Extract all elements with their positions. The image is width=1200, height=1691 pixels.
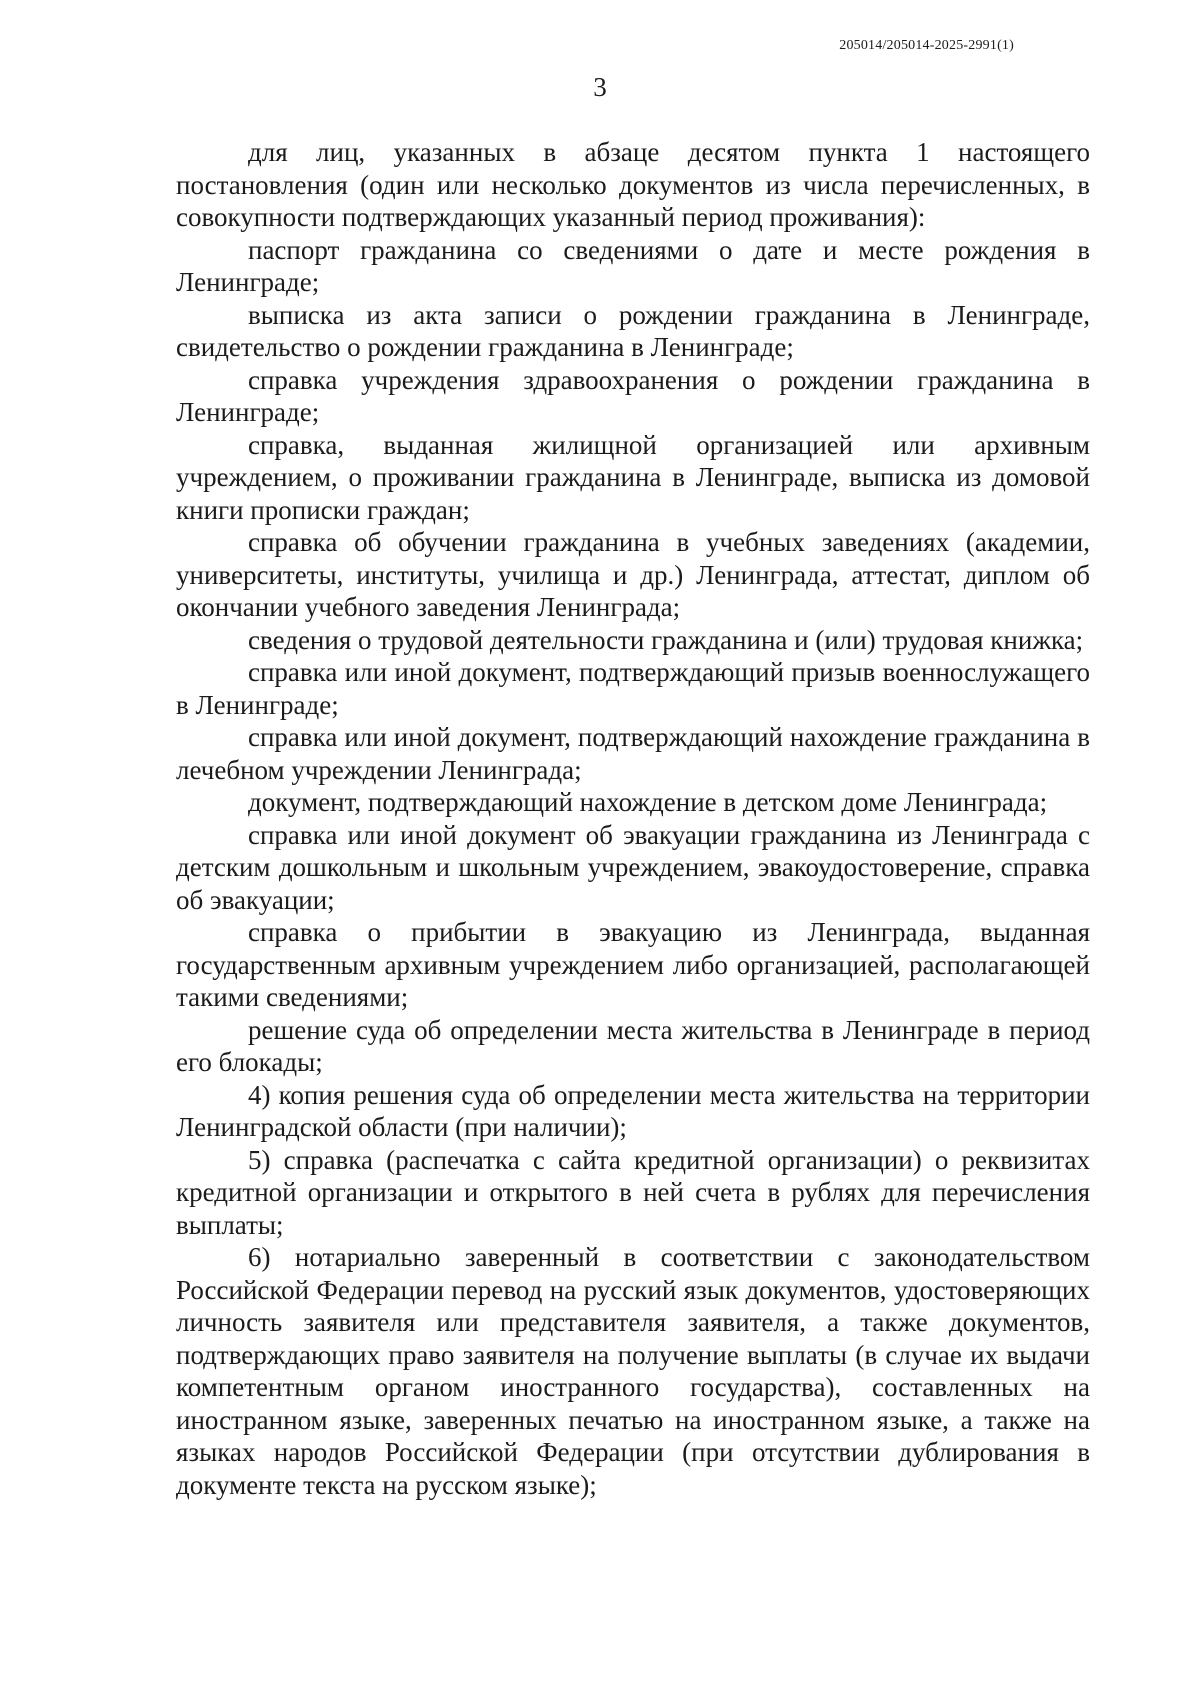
paragraph: справка, выданная жилищной организацией или архивным учреждением, о проживании гражданина в Ленинграде, выписка из домовой книги прописки граждан; [176,429,1090,525]
document-id: 205014/205014-2025-2991(1) [839,38,1014,53]
document-body [176,136,1090,1501]
paragraph: для лиц, указанных в абзаце десятом пункта 1 настоящего постановления (один или несколько документов из числа перечисленных, в совокупности подтверждающих указанный период проживания): [176,137,1090,232]
paragraph: 6) нотариально заверенный в соответствии с законодательством Российской Федерации перевод на русский язык документов, удостоверяющих личность заявителя или представителя заявителя, а также документов, подтверждающих право заявителя на получение выплаты (в случае их выдачи компетентным органом иностранного государства), составленных на иностранном языке, заверенных печатью на иностранном языке, а также на языках народов Российской Федерации (при отсутствии дублирования в документе текста на русском языке); [176,1242,1090,1500]
paragraph: 4) копия решения суда об определении места жительства на территории Ленинградской области (при наличии); [176,1079,1090,1142]
paragraph: справка или иной документ, подтверждающий нахождение гражданина в лечебном учреждении Ленинграда; [176,722,1090,785]
paragraph: 5) справка (распечатка с сайта кредитной организации) о реквизитах кредитной организации и открытого в ней счета в рублях для перечисления выплаты; [176,1144,1090,1240]
paragraph: справка учреждения здравоохранения о рождении гражданина в Ленинграде; [176,364,1090,427]
page-number: 3 [593,72,607,102]
paragraph: документ, подтверждающий нахождение в детском доме Ленинграда; [248,787,1048,817]
paragraph: справка или иной документ об эвакуации гражданина из Ленинграда с детским дошкольным и школьным учреждением, эвакоудостоверение, справка об эвакуации; [176,819,1090,915]
paragraph: выписка из акта записи о рождении гражданина в Ленинграде, свидетельство о рождении гражданина в Ленинграде; [176,299,1090,362]
paragraph: справка или иной документ, подтверждающий призыв военнослужащего в Ленинграде; [176,657,1090,720]
paragraph: сведения о трудовой деятельности гражданина и (или) трудовая книжка; [248,624,1084,655]
paragraph: решение суда об определении места жительства в Ленинграде в период его блокады; [176,1014,1090,1077]
paragraph: справка о прибытии в эвакуацию из Ленинграда, выданная государственным архивным учреждением либо организацией, располагающей такими сведениями; [176,917,1090,1012]
paragraph: справка об обучении гражданина в учебных заведениях (академии, университеты, институты, училища и др.) Ленинграда, аттестат, диплом об окончании учебного заведения Ленинграда; [176,527,1090,622]
paragraph: паспорт гражданина со сведениями о дате и месте рождения в Ленинграде; [176,234,1090,297]
